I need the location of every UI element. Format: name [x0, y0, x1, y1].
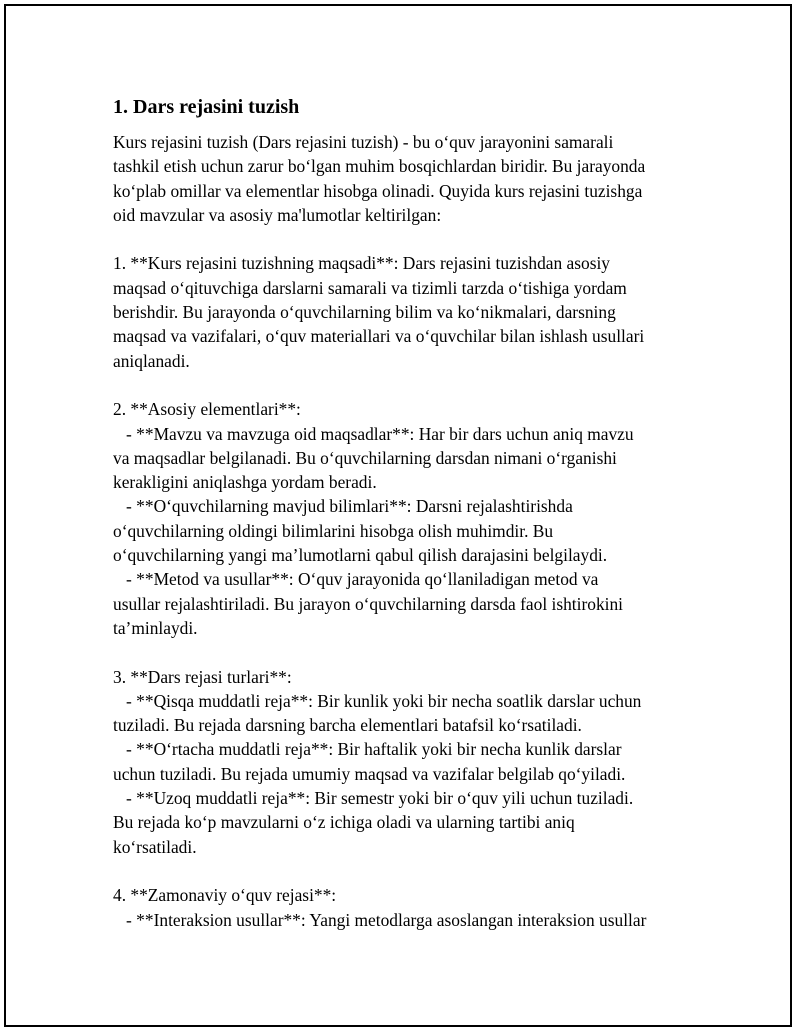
document-body — [113, 94, 693, 932]
paragraph-spacer — [113, 859, 693, 883]
intro-paragraph: Kurs rejasini tuzish (Dars rejasini tuzish) - bu o‘quv jarayonini samarali tashkil etish uchun zarur bo‘lgan muhim bosqichlardan biridir. Bu jarayonda ko‘plab omillar va elementlar hisobga olinadi. Quyida kurs rejasini tuzishga oid mavzular va asosiy ma'lumotlar keltirilgan: — [113, 132, 646, 225]
document-heading: 1. Dars rejasini tuzish — [113, 96, 300, 118]
section-1-paragraph: 1. **Kurs rejasini tuzishning maqsadi**: Dars rejasini tuzishdan asosiy maqsad o‘qituvchiga darslarni samarali va tizimli tarzda o‘tishiga yordam berishdir. Bu jarayonda o‘quvchilarning bilim va ko‘nikmalari, darsning maqsad va vazifalari, o‘quv materiallari va o‘quvchilar bilan ishlash usullari aniqlanadi. — [113, 253, 645, 371]
section-4-paragraph: 4. **Zamonaviy o‘quv rejasi**: - **Interaksion usullar**: Yangi metodlarga asoslangan interaksion usullar — [113, 885, 647, 930]
section-2-paragraph: 2. **Asosiy elementlari**: - **Mavzu va mavzuga oid maqsadlar**: Har bir dars uchun aniq mavzu va maqsadlar belgilanadi. Bu o‘quvchilarning darsdan nimani o‘rganishi kerakligini aniqlashga yordam beradi. - **O‘quvchilarning mavjud bilimlari**: Darsni rejalashtirishda o‘quvchilarning oldingi bilimlarini hisobga olish muhimdir. Bu o‘quvchilarning yangi ma’lumotlarni qabul qilish darajasini belgilaydi. - **Metod va usullar**: O‘quv jarayonida qo‘llaniladigan metod va usullar rejalashtiriladi. Bu jarayon o‘quvchilarning darsda faol ishtirokini ta’minlaydi. — [113, 399, 634, 638]
paragraph-spacer — [113, 373, 693, 397]
paragraph-spacer — [113, 640, 693, 664]
section-3-paragraph: 3. **Dars rejasi turlari**: - **Qisqa muddatli reja**: Bir kunlik yoki bir necha soatlik darslar uchun tuziladi. Bu rejada darsning barcha elementlari batafsil ko‘rsatiladi. - **O‘rtacha muddatli reja**: Bir haftalik yoki bir necha kunlik darslar uchun tuziladi. Bu rejada umumiy maqsad va vazifalar belgilab qo‘yiladi. - **Uzoq muddatli reja**: Bir semestr yoki bir o‘quv yili uchun tuziladi. Bu rejada ko‘p mavzularni o‘z ichiga oladi va ularning tartibi aniq ko‘rsatiladi. — [113, 666, 642, 857]
paragraph-spacer — [113, 227, 693, 251]
